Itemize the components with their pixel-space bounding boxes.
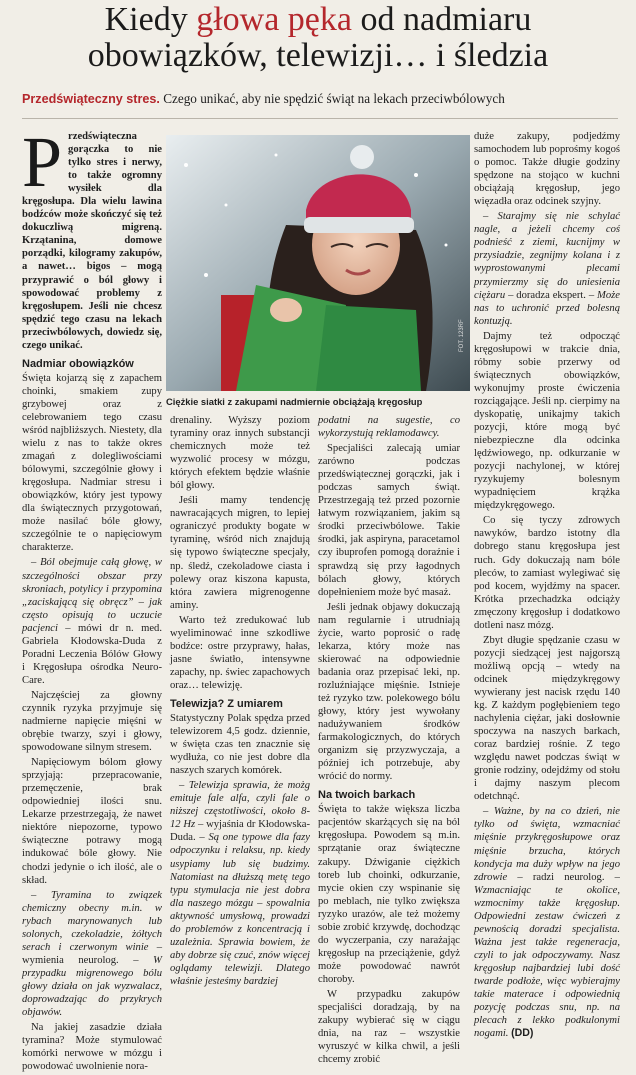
paragraph: Co się tyczy zdrowych nawyków, bardzo istotny dla dobrego stanu kręgosłupa jest ruch. Gdy dokuczają nam bóle pleców, to zamiast wylegiwać się pod kocem, wyjdźmy na spacer. Krótka przechadzka odciąży zmęczony kręgosłup i dodatkowo dotleni nasz mózg. (474, 515, 620, 631)
lead-text: Czego unikać, aby nie spędzić świąt na lekach przeciwbólowych (159, 91, 505, 106)
author-signature: (DD) (511, 1027, 534, 1040)
headline (0, 2, 636, 74)
paragraph: Zbyt długie spędzanie czasu w pozycji siedzącej jest najgorszą możliwą opcją – wtedy na odcinek międzykręgowy wywierany jest nacisk rzędu 140 kg. Z każdym pogłębieniem tego nachylenia ciężar, jaki dosłownie spoczywa na naszych barkach, coraz bardziej rośnie. Z tego względu nawet podczas świąt w gronie rodziny, odejdźmy od stołu i dajmy naszym plecom odetchnąć. (474, 634, 620, 803)
headline-part1: Kiedy (104, 1, 197, 38)
quote: – W przypadku migrenowego bólu głowy działa on jak wyzwalacz, doprowadzając do przykrych objawów. (22, 954, 163, 1019)
quote: – Ból obejmuje całą głowę, w szczególności obszar przy skroniach, potylicy i przypomina „zaciskającą się obręcz” – jak często opisują to uczucie pacjenci (22, 557, 162, 634)
attribution: – wyjaśnia dr Kłodowska-Duda. (170, 819, 310, 844)
intro-text: rzedświąteczna gorączka to nie tylko stres i nerwy, to także ogromny wysiłek dla kręgosłupa. Dla wielu lawina bodźców może skończyć się też dokuczliwą migreną. Krzątanina, domowe porządki, kilogramy zakupów, a nawet… bigos – mogą przyprawić o ból głowy i spowodować problemy z kręgosłupem. Jeśli nie chcesz spędzić tego czasu na lekach przeciwbólowych, dowiedz się, czego unikać. (22, 131, 162, 351)
quote: – Starajmy się nie schylać nagle, a jeżeli chcemy coś podnieść z ziemi, kucnijmy w przysiadzie, zegnijmy kolana i z wyprostowanymi plecami przymierzmy się do uniesienia ciężaru (474, 211, 620, 301)
paragraph: Jeśli jednak objawy dokuczają nam regularnie i utrudniają życie, warto poprosić o radę lekarza, który może nas skierować na odpowiednie badania oraz przepisać leki, np. rozluźniające mięśnie. Istnieje też ryzyko tzw. polekowego bólu głowy, który jest wywołany nadużywaniem środków farmakologicznych, do których organizm się przyzwyczaja, a później ich potrzebuje, aby wrócić do normy. (318, 601, 460, 783)
quote: – Może nas to uchronić przed bolesną kontuzją. (474, 289, 620, 327)
subheading: Telewizja? Z umiarem (170, 697, 283, 710)
article-column-1 (22, 122, 163, 1075)
lead (22, 91, 622, 107)
paragraph: Święta to także większa liczba pacjentów skarżących się na ból kręgosłupa. Powodem są m.in. sprzątanie oraz świąteczne zakupy. Dźwiganie ciężkich toreb lub choinki, odkurzanie, mycie okien czy wspinanie się po meblach, nie tylko zwiększa ryzyko urazów, ale też możemy sobie zrobić krzywdę, dochodząc do wyczerpania, czy narażając kręgosłup na przeciążenie, gdyż może powodować nawrót choroby. (318, 804, 460, 985)
quote: – Tyramina to związek chemiczny obecny m.in. w rybach marynowanych lub solonych, czekoladzie, żółtych serach i czerwonym winie (22, 889, 162, 953)
subheading: Nadmiar obowiązków (22, 357, 134, 370)
article-photo (166, 135, 470, 391)
paragraph: Dajmy też odpocząć kręgosłupowi w trakcie dnia, róbmy sobie przerwy od świątecznych obowiązków, wykonujmy proste ćwiczenia rozciągające. Jeśli np. cierpimy na dyskopatię, unikajmy takich pozycji, które mogą być niebezpieczne dla odcinka lędźwiowego, np. odkurzanie w pozycji nachylonej, w której ryzykujemy bolesnym wypadnięciem krążka międzykręgowego. (474, 330, 620, 512)
article-column-4 (474, 130, 620, 1042)
paragraph: Jeśli mamy tendencję nawracających migren, to lepiej ograniczyć produkty bogate w tyraminę, wśród nich znajdują się typowo świąteczne specjały, np. śledź, czekoladowe ciasta i polewy oraz kiszona kapusta, która zawiera migrenogenne aminy. (170, 495, 310, 611)
quote: – Wzmacniając te okolice, wzmocnimy także kręgosłup. Odpowiedni zestaw ćwiczeń z pewnością doradzi specjalista. Ważna jest także regeneracja, czyli to jak odpoczywamy. Nasz kręgosłup najbardziej lubi dość twarde podłoże, więc wybierajmy takie materace i odpowiednią pozycję podczas snu, np. na plecach z lekko podkulonymi nogami. (474, 871, 620, 1040)
photo-illustration (166, 135, 470, 391)
subheading: Na twoich barkach (318, 789, 416, 802)
paragraph: Specjaliści zalecają umiar zarówno podczas przedświątecznej gorączki, jak i podczas samych świąt. Przestrzegają też przed pozornie łatwym rozwiązaniem, jakim są środki przeciwbólowe. Takie środki, jak aspiryna, paracetamol czy ibuprofen pomogą doraźnie i sprawdzą się przy łagodnych bólach głowy, których dopełnieniem może być masaż. (318, 443, 460, 598)
quote-paragraph (474, 805, 620, 1040)
paragraph: Na jakiej zasadzie działa tyramina? Może stymulować komórki nerwowe w mózgu i powodować uwolnienie nora- (22, 1022, 162, 1073)
paragraph: Statystyczny Polak spędza przed telewizorem 4,5 godz. dziennie, w święta czas ten znacznie się wydłuża, co nie jest dobre dla naszych szarych komórek. (170, 712, 310, 777)
divider (22, 118, 618, 119)
article-column-2 (170, 414, 310, 990)
headline-line2: obowiązków, telewizji… i śledzia (87, 37, 549, 74)
paragraph: Warto też zredukować lub wyeliminować inne szkodliwe bodźce: ostre przyprawy, hałas, jasne światło, intensywne zapachy, np. świec zapachowych oraz… telewizję. (170, 614, 310, 691)
quote: – Są one typowe dla fazy odpoczynku i relaksu, np. kiedy usypiamy lub się budzimy. Natomiast na dłuższą metę tego typu stymulacja nie jest dobra dla naszego mózgu – spowalnia aktywność umysłową, prowadzi do problemów z koncentracją i uzależnia. Sprawia bowiem, że aby dobrze się czuć, znów więcej oglądamy telewizji. Dlatego właśnie jesteśmy bardziej (170, 832, 310, 987)
paragraph: Napięciowym bólom głowy sprzyjają: przepracowanie, przemęczenie, brak odpowiedniej ilości snu. Lekarze przestrzegają, że nawet niektóre niepozorne, typowo świąteczne potrawy mogą indukować bóle głowy. Nie chodzi jedynie o ich ilość, ale o skład. (22, 757, 162, 886)
headline-accent: głowa pęka (196, 1, 352, 38)
quote-paragraph (22, 889, 162, 1019)
attribution: – mówi dr n. med. Gabriela Kłodowska-Duda z Poradni Leczenia Bólów Głowy i Kręgosłupa ośrodka Neuro-Care. (22, 622, 162, 686)
attribution: – radzi neurolog. (507, 871, 605, 883)
paragraph: podatni na sugestie, co wykorzystują reklamodawcy. (318, 415, 460, 440)
article-column-3 (318, 414, 460, 1068)
paragraph: drenaliny. Wyższy poziom tyraminy oraz innych substancji chemicznych może też wyzwolić procesy w mózgu, których efektem będzie właśnie ból głowy. (170, 415, 310, 492)
quote: – Telewizja sprawia, że możg emituje fale alfa, czyli fale o niższej częstotliwości, około 8-12 Hz (170, 780, 310, 831)
paragraph: duże zakupy, podjedźmy samochodem lub poprośmy kogoś o pomoc. Także długie godziny spędzone na stojąco w kuchni obciążają kręgosłup, jego więzadła oraz odcinek szyjny. (474, 131, 620, 208)
paragraph: Święta kojarzą się z zapachem choinki, smakiem zupy grzybowej oraz z celebrowaniem tego czasu wśród najbliższych. Niestety, dla wielu z nas to także okres zmagań z dolegliwościami bólowymi, szczególnie głowy i kręgosłupa. Nadmiar stresu i obowiązków, który jest typowy dla świątecznych przygotowań, może nasilać bóle głowy, szczególnie te o napięciowym charakterze. (22, 372, 162, 554)
quote-paragraph (22, 556, 162, 686)
drop-cap: P (22, 122, 63, 202)
quote: – Ważne, by na co dzień, nie tylko od święta, wzmacniać mięśnie przykręgosłupowe oraz mięśnie brzucha, których kondycja ma duży wpływ na jego zdrowie (474, 806, 620, 883)
intro-paragraph (22, 122, 162, 352)
photo-caption: Ciężkie siatki z zakupami nadmiernie obciążają kręgosłup (166, 396, 423, 407)
attribution: – doradza ekspert. (505, 289, 586, 301)
lead-kicker: Przedświąteczny stres. (22, 92, 160, 106)
quote-paragraph (170, 779, 310, 988)
attribution: – wymienia neurolog. (22, 941, 162, 966)
quote-paragraph (474, 210, 620, 327)
paragraph: Najczęściej za głowny czynnik ryzyka przyjmuje się nadmierne napięcie mięśni w obrębie twarzy, szyi i głowy, spowodowane silnym stresem. (22, 689, 162, 754)
photo-credit: FOT. 123RF (459, 319, 465, 352)
paragraph: W przypadku zakupów specjaliści doradzają, by na zakupy wybierać się w ciągu dnia, na raz – wszystkie wyruszyć w kilka chwil, a jeśli chcemy zrobić (318, 988, 460, 1066)
headline-part2: od nadmiaru (351, 1, 532, 38)
